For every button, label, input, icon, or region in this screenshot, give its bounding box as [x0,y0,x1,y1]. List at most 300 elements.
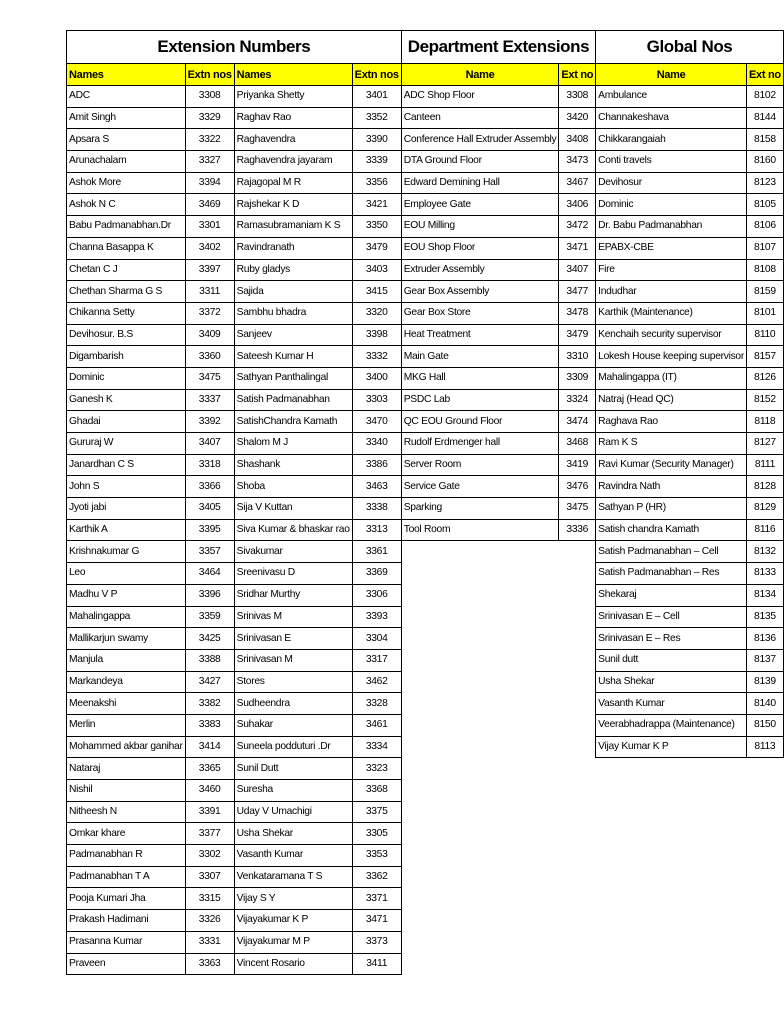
table-row [67,281,784,303]
extension-b-name-cell: Srinivasan M [234,649,352,671]
global-ext-cell: 8108 [747,259,784,281]
extension-b-ext-cell: 3328 [352,693,401,715]
extension-b-name-cell: Srinivasan E [234,628,352,650]
extension-a-name-cell: Amit Singh [67,107,186,129]
extension-b-name-cell: Sudheendra [234,693,352,715]
extension-b-name-cell: Ravindranath [234,237,352,259]
department-ext-cell: 3473 [559,151,596,173]
department-ext-cell: 3324 [559,389,596,411]
empty-cell [596,758,747,780]
department-ext-cell: 3475 [559,498,596,520]
department-extensions-title: Department Extensions [401,31,595,64]
extension-a-name-cell: Jyoti jabi [67,498,186,520]
col-header-name: Name [401,64,559,86]
empty-cell [559,541,596,563]
global-ext-cell: 8137 [747,649,784,671]
extension-a-name-cell: Prakash Hadimani [67,910,186,932]
global-name-cell: Dominic [596,194,747,216]
global-ext-cell: 8107 [747,237,784,259]
department-name-cell: Gear Box Assembly [401,281,559,303]
table-row [67,910,784,932]
extension-b-name-cell: Raghav Rao [234,107,352,129]
empty-cell [559,910,596,932]
global-name-cell: Channakeshava [596,107,747,129]
extension-b-ext-cell: 3401 [352,86,401,108]
department-name-cell: QC EOU Ground Floor [401,411,559,433]
extension-b-name-cell: Usha Shekar [234,823,352,845]
empty-cell [559,563,596,585]
empty-cell [559,953,596,975]
global-ext-cell: 8102 [747,86,784,108]
global-ext-cell: 8133 [747,563,784,585]
extension-b-ext-cell: 3421 [352,194,401,216]
extension-a-name-cell: Nataraj [67,758,186,780]
table-row [67,931,784,953]
department-name-cell: EOU Shop Floor [401,237,559,259]
empty-cell [596,953,747,975]
extension-a-name-cell: Devihosur. B.S [67,324,186,346]
extension-a-ext-cell: 3337 [185,389,234,411]
extension-a-ext-cell: 3397 [185,259,234,281]
department-name-cell: Edward Demining Hall [401,172,559,194]
empty-cell [747,910,784,932]
extension-b-name-cell: Priyanka Shetty [234,86,352,108]
table-row [67,389,784,411]
extension-a-name-cell: Markandeya [67,671,186,693]
extension-a-ext-cell: 3302 [185,845,234,867]
global-ext-cell: 8158 [747,129,784,151]
extension-b-ext-cell: 3313 [352,519,401,541]
extension-b-ext-cell: 3338 [352,498,401,520]
extension-a-ext-cell: 3372 [185,302,234,324]
department-name-cell: Heat Treatment [401,324,559,346]
department-name-cell: EOU Milling [401,216,559,238]
extension-b-name-cell: Rajshekar K D [234,194,352,216]
empty-cell [559,931,596,953]
extension-a-ext-cell: 3427 [185,671,234,693]
global-name-cell: Sathyan P (HR) [596,498,747,520]
extension-a-ext-cell: 3392 [185,411,234,433]
extension-b-ext-cell: 3353 [352,845,401,867]
empty-cell [559,584,596,606]
empty-cell [596,888,747,910]
table-row [67,541,784,563]
extension-b-ext-cell: 3479 [352,237,401,259]
extension-a-ext-cell: 3382 [185,693,234,715]
extension-a-ext-cell: 3360 [185,346,234,368]
global-ext-cell: 8127 [747,433,784,455]
col-header-extn-nos: Extn nos [185,64,234,86]
extension-b-name-cell: Shashank [234,454,352,476]
table-row [67,237,784,259]
global-name-cell: Satish Padmanabhan – Res [596,563,747,585]
extension-a-name-cell: Nitheesh N [67,801,186,823]
extension-b-name-cell: Sivakumar [234,541,352,563]
col-header-names: Names [67,64,186,86]
extension-numbers-title: Extension Numbers [67,31,402,64]
empty-cell [401,606,559,628]
table-row [67,823,784,845]
global-name-cell: Lokesh House keeping supervisor [596,346,747,368]
empty-cell [401,693,559,715]
extension-a-ext-cell: 3396 [185,584,234,606]
department-name-cell: PSDC Lab [401,389,559,411]
extension-b-ext-cell: 3369 [352,563,401,585]
extension-a-ext-cell: 3315 [185,888,234,910]
empty-cell [596,910,747,932]
extension-b-ext-cell: 3303 [352,389,401,411]
extension-b-ext-cell: 3411 [352,953,401,975]
empty-cell [747,758,784,780]
extension-b-ext-cell: 3350 [352,216,401,238]
empty-cell [401,801,559,823]
department-ext-cell: 3472 [559,216,596,238]
table-row [67,411,784,433]
extension-a-name-cell: John S [67,476,186,498]
extension-a-ext-cell: 3377 [185,823,234,845]
empty-cell [401,714,559,736]
extension-a-ext-cell: 3425 [185,628,234,650]
extension-a-name-cell: Madhu V P [67,584,186,606]
table-row [67,476,784,498]
global-name-cell: Natraj (Head QC) [596,389,747,411]
department-name-cell: Employee Gate [401,194,559,216]
extension-a-ext-cell: 3402 [185,237,234,259]
department-name-cell: MKG Hall [401,367,559,389]
global-ext-cell: 8159 [747,281,784,303]
extension-a-name-cell: Mahalingappa [67,606,186,628]
empty-cell [559,866,596,888]
table-row [67,584,784,606]
table-row [67,888,784,910]
empty-cell [559,671,596,693]
extension-a-ext-cell: 3414 [185,736,234,758]
global-ext-cell: 8111 [747,454,784,476]
extension-b-name-cell: Sija V Kuttan [234,498,352,520]
global-name-cell: Chikkarangaiah [596,129,747,151]
department-ext-cell: 3478 [559,302,596,324]
extension-b-ext-cell: 3334 [352,736,401,758]
global-name-cell: Conti travels [596,151,747,173]
department-name-cell: ADC Shop Floor [401,86,559,108]
department-ext-cell: 3408 [559,129,596,151]
empty-cell [559,758,596,780]
empty-cell [401,563,559,585]
extension-b-ext-cell: 3305 [352,823,401,845]
extension-a-name-cell: Chethan Sharma G S [67,281,186,303]
empty-cell [559,606,596,628]
table-row [67,649,784,671]
extension-a-name-cell: Dominic [67,367,186,389]
extension-a-name-cell: Krishnakumar G [67,541,186,563]
table-row [67,259,784,281]
global-ext-cell: 8135 [747,606,784,628]
empty-cell [559,693,596,715]
extension-b-ext-cell: 3362 [352,866,401,888]
extension-a-name-cell: Meenakshi [67,693,186,715]
extension-b-name-cell: Ramasubramaniam K S [234,216,352,238]
department-name-cell: Gear Box Store [401,302,559,324]
department-name-cell: Conference Hall Extruder Assembly [401,129,559,151]
global-ext-cell: 8152 [747,389,784,411]
empty-cell [559,888,596,910]
empty-cell [401,888,559,910]
global-ext-cell: 8105 [747,194,784,216]
global-ext-cell: 8150 [747,714,784,736]
extension-a-ext-cell: 3363 [185,953,234,975]
extension-b-name-cell: Stores [234,671,352,693]
extension-a-name-cell: Chikanna Setty [67,302,186,324]
empty-cell [747,823,784,845]
table-row [67,671,784,693]
global-ext-cell: 8160 [747,151,784,173]
global-name-cell: Kenchaih security supervisor [596,324,747,346]
extension-b-name-cell: Uday V Umachigi [234,801,352,823]
department-ext-cell: 3467 [559,172,596,194]
global-name-cell: Satish chandra Kamath [596,519,747,541]
extension-a-name-cell: Chetan C J [67,259,186,281]
table-row [67,606,784,628]
table-row [67,714,784,736]
extension-a-ext-cell: 3383 [185,714,234,736]
department-name-cell: Rudolf Erdmenger hall [401,433,559,455]
table-row [67,107,784,129]
department-ext-cell: 3477 [559,281,596,303]
extension-b-name-cell: Suneela podduturi .Dr [234,736,352,758]
col-header-name: Name [596,64,747,86]
global-name-cell: Ram K S [596,433,747,455]
department-ext-cell: 3474 [559,411,596,433]
col-header-names: Names [234,64,352,86]
extension-a-name-cell: Padmanabhan R [67,845,186,867]
department-ext-cell: 3419 [559,454,596,476]
extension-b-name-cell: SatishChandra Kamath [234,411,352,433]
extension-a-name-cell: Ashok N C [67,194,186,216]
empty-cell [559,628,596,650]
extension-a-name-cell: Merlin [67,714,186,736]
global-ext-cell: 8106 [747,216,784,238]
global-name-cell: Ravi Kumar (Security Manager) [596,454,747,476]
extension-b-ext-cell: 3398 [352,324,401,346]
extension-a-name-cell: Omkar khare [67,823,186,845]
extension-a-ext-cell: 3409 [185,324,234,346]
extension-b-name-cell: Shoba [234,476,352,498]
extension-a-name-cell: Ganesh K [67,389,186,411]
extension-a-name-cell: Ashok More [67,172,186,194]
extension-a-name-cell: Apsara S [67,129,186,151]
empty-cell [401,845,559,867]
global-ext-cell: 8113 [747,736,784,758]
table-row [67,845,784,867]
empty-cell [559,845,596,867]
department-name-cell: Tool Room [401,519,559,541]
extension-a-ext-cell: 3365 [185,758,234,780]
global-name-cell: Dr. Babu Padmanabhan [596,216,747,238]
extension-b-name-cell: Sateesh Kumar H [234,346,352,368]
table-row [67,454,784,476]
global-ext-cell: 8132 [747,541,784,563]
global-ext-cell: 8157 [747,346,784,368]
extension-b-name-cell: Venkataramana T S [234,866,352,888]
table-row [67,736,784,758]
empty-cell [596,780,747,802]
extension-b-name-cell: Sathyan Panthalingal [234,367,352,389]
department-ext-cell: 3476 [559,476,596,498]
global-name-cell: Ambulance [596,86,747,108]
extension-b-name-cell: Satish Padmanabhan [234,389,352,411]
extension-a-ext-cell: 3311 [185,281,234,303]
extension-b-ext-cell: 3371 [352,888,401,910]
extension-b-ext-cell: 3471 [352,910,401,932]
global-name-cell: Shekaraj [596,584,747,606]
table-row [67,801,784,823]
global-ext-cell: 8116 [747,519,784,541]
department-name-cell: Server Room [401,454,559,476]
empty-cell [747,801,784,823]
table-row [67,953,784,975]
empty-cell [596,823,747,845]
table-row [67,172,784,194]
extension-b-name-cell: Srinivas M [234,606,352,628]
extension-a-ext-cell: 3359 [185,606,234,628]
global-name-cell: Satish Padmanabhan – Cell [596,541,747,563]
empty-cell [559,736,596,758]
extension-b-name-cell: Vasanth Kumar [234,845,352,867]
department-ext-cell: 3420 [559,107,596,129]
extension-b-name-cell: Sridhar Murthy [234,584,352,606]
extension-a-ext-cell: 3301 [185,216,234,238]
empty-cell [747,931,784,953]
table-row [67,433,784,455]
extension-a-ext-cell: 3366 [185,476,234,498]
extension-b-ext-cell: 3470 [352,411,401,433]
empty-cell [401,584,559,606]
empty-cell [559,823,596,845]
table-row [67,346,784,368]
extension-b-name-cell: Ruby gladys [234,259,352,281]
extension-a-name-cell: Nishil [67,780,186,802]
global-name-cell: Indudhar [596,281,747,303]
global-name-cell: Mahalingappa (IT) [596,367,747,389]
empty-cell [559,714,596,736]
col-header-ext-no: Ext no [559,64,596,86]
extension-b-ext-cell: 3320 [352,302,401,324]
extension-b-ext-cell: 3352 [352,107,401,129]
empty-cell [401,758,559,780]
empty-cell [596,866,747,888]
table-row [67,367,784,389]
global-ext-cell: 8129 [747,498,784,520]
extension-b-name-cell: Siva Kumar & bhaskar rao [234,519,352,541]
department-ext-cell: 3468 [559,433,596,455]
table-row [67,324,784,346]
global-name-cell: Usha Shekar [596,671,747,693]
extension-a-ext-cell: 3395 [185,519,234,541]
extension-a-ext-cell: 3475 [185,367,234,389]
extension-a-ext-cell: 3308 [185,86,234,108]
extension-a-name-cell: Karthik A [67,519,186,541]
global-ext-cell: 8136 [747,628,784,650]
extension-b-name-cell: Vijayakumar K P [234,910,352,932]
extension-a-ext-cell: 3307 [185,866,234,888]
extension-directory-sheet [66,30,781,975]
global-ext-cell: 8144 [747,107,784,129]
global-name-cell: Sunil dutt [596,649,747,671]
extension-a-ext-cell: 3391 [185,801,234,823]
empty-cell [401,628,559,650]
department-ext-cell: 3471 [559,237,596,259]
extension-a-ext-cell: 3388 [185,649,234,671]
department-ext-cell: 3407 [559,259,596,281]
department-ext-cell: 3406 [559,194,596,216]
table-row [67,216,784,238]
empty-cell [747,953,784,975]
extension-a-name-cell: Prasanna Kumar [67,931,186,953]
empty-cell [559,801,596,823]
global-ext-cell: 8110 [747,324,784,346]
empty-cell [747,866,784,888]
extension-a-ext-cell: 3329 [185,107,234,129]
extension-a-name-cell: Gururaj W [67,433,186,455]
empty-cell [401,780,559,802]
global-name-cell: Ravindra Nath [596,476,747,498]
extension-b-ext-cell: 3375 [352,801,401,823]
extension-b-ext-cell: 3361 [352,541,401,563]
global-name-cell: Vijay Kumar K P [596,736,747,758]
extension-a-name-cell: Manjula [67,649,186,671]
extension-a-ext-cell: 3407 [185,433,234,455]
extension-a-name-cell: ADC [67,86,186,108]
extension-b-name-cell: Vincent Rosario [234,953,352,975]
extension-a-ext-cell: 3394 [185,172,234,194]
extension-a-ext-cell: 3322 [185,129,234,151]
global-ext-cell: 8118 [747,411,784,433]
extension-a-ext-cell: 3469 [185,194,234,216]
empty-cell [401,736,559,758]
empty-cell [401,671,559,693]
global-name-cell: Fire [596,259,747,281]
extension-a-ext-cell: 3460 [185,780,234,802]
extension-a-name-cell: Babu Padmanabhan.Dr [67,216,186,238]
extension-b-ext-cell: 3332 [352,346,401,368]
extension-b-name-cell: Sreenivasu D [234,563,352,585]
extension-a-name-cell: Pooja Kumari Jha [67,888,186,910]
empty-cell [401,953,559,975]
empty-cell [401,823,559,845]
empty-cell [559,780,596,802]
empty-cell [747,888,784,910]
table-row [67,86,784,108]
empty-cell [559,649,596,671]
empty-cell [401,910,559,932]
extension-a-ext-cell: 3331 [185,931,234,953]
global-ext-cell: 8140 [747,693,784,715]
empty-cell [747,845,784,867]
extension-b-name-cell: Rajagopal M R [234,172,352,194]
empty-cell [747,780,784,802]
empty-cell [401,649,559,671]
table-row [67,866,784,888]
extension-a-ext-cell: 3405 [185,498,234,520]
extension-b-name-cell: Sunil Dutt [234,758,352,780]
extension-b-ext-cell: 3393 [352,606,401,628]
extension-b-name-cell: Suhakar [234,714,352,736]
table-row [67,129,784,151]
department-ext-cell: 3336 [559,519,596,541]
global-ext-cell: 8126 [747,367,784,389]
empty-cell [401,931,559,953]
extension-b-name-cell: Sajida [234,281,352,303]
